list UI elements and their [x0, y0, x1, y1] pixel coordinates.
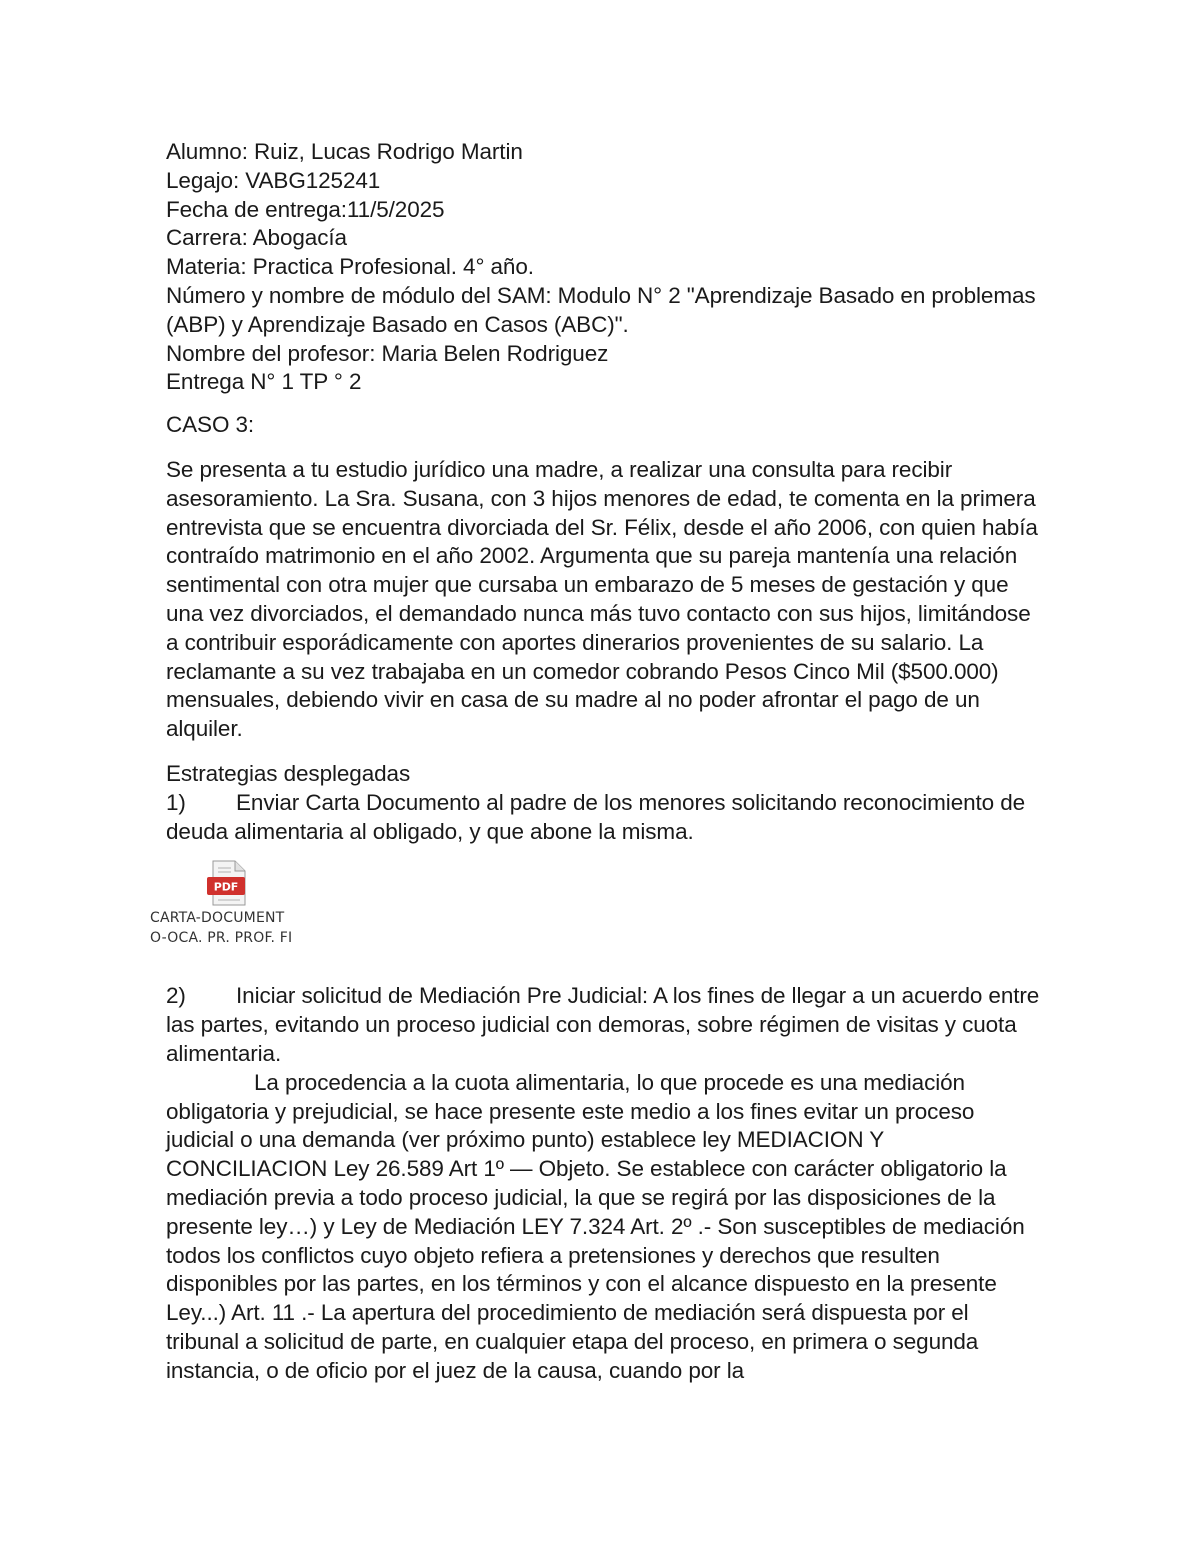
mediation-paragraph: La procedencia a la cuota alimentaria, lo que procede es una mediación obligatoria y prejudicial, se hace presente este medio a los fines evitar un proceso judicial o una demanda (ver próximo punto) establece ley MEDIACION Y CONCILIACION Ley 26.589 Art 1º — Objeto. Se establece con carácter obligatorio la mediación previa a todo proceso judicial, la que se regirá por las disposiciones de la presente ley…) y Ley de Mediación LEY 7.324 Art. 2º .- Son susceptibles de mediación todos los conflictos cuyo objeto refiera a pretensiones y derechos que resulten disponibles por las partes, en los términos y con el alcance dispuesto en la presente Ley...) Art. 11 .- La apertura del procedimiento de mediación será dispuesta por el tribunal a solicitud de parte, en cualquier etapa del proceso, en primera o segunda instancia, o de oficio por el juez de la causa, cuando por la [166, 1069, 1025, 1383]
document-body [150, 138, 1046, 1385]
strategy-number: 2) [166, 983, 186, 1009]
strategy-text: Iniciar solicitud de Mediación Pre Judicial: A los fines de llegar a un acuerdo entre las partes, evitando un proceso judicial con demoras, sobre régimen de visitas y cuota alimentaria. [166, 983, 1040, 1066]
attachment-filename-line2: O-OCA. PR. PROF. FI [150, 930, 293, 947]
student-header [166, 138, 1046, 397]
subject: Materia: Practica Profesional. 4° año. [166, 254, 534, 280]
attachment-filename-line1: CARTA-DOCUMENT [150, 910, 285, 927]
career: Carrera: Abogacía [166, 225, 347, 251]
strategy-number: 1) [166, 789, 186, 815]
case-title: CASO 3: [166, 412, 255, 438]
module-name: Número y nombre de módulo del SAM: Modulo N° 2 "Aprendizaje Basado en problemas (ABP) y Aprendizaje Basado en Casos (ABC)". [166, 282, 1036, 337]
strategy-item-2 [166, 982, 1046, 1068]
pdf-icon-text: PDF [213, 880, 239, 894]
student-name: Alumno: Ruiz, Lucas Rodrigo Martin [166, 139, 523, 164]
professor-name: Nombre del profesor: Maria Belen Rodriguez [166, 340, 609, 366]
pdf-attachment[interactable] [150, 860, 310, 960]
delivery-number: Entrega N° 1 TP ° 2 [166, 369, 362, 395]
student-file-number: Legajo: VABG125241 [166, 167, 381, 193]
attachment-filename [150, 908, 292, 948]
strategy-text: Enviar Carta Documento al padre de los menores solicitando reconocimiento de deuda alimentaria al obligado, y que abone la misma. [166, 789, 1026, 844]
delivery-date: Fecha de entrega:11/5/2025 [166, 196, 445, 222]
strategies-title: Estrategias desplegadas [166, 760, 411, 786]
strategy-item-1 [166, 789, 1046, 847]
case-description: Se presenta a tu estudio jurídico una madre, a realizar una consulta para recibir asesoramiento. La Sra. Susana, con 3 hijos menores de edad, te comenta en la primera entrevista que se encuentra divorciada del Sr. Félix, desde el año 2006, con quien había contraído matrimonio en el año 2002. Argumenta que su pareja mantenía una relación sentimental con otra mujer que cursaba un embarazo de 5 meses de gestación y que una vez divorciados, el demandado nunca más tuvo contacto con sus hijos, limitándose a contribuir esporádicamente con aportes dinerarios provenientes de su salario. La reclamante a su vez trabajaba en un comedor cobrando Pesos Cinco Mil ($500.000) mensuales, debiendo vivir en casa de su madre al no poder afrontar el pago de un alquiler. [166, 456, 1038, 742]
pdf-file-icon [205, 860, 249, 906]
